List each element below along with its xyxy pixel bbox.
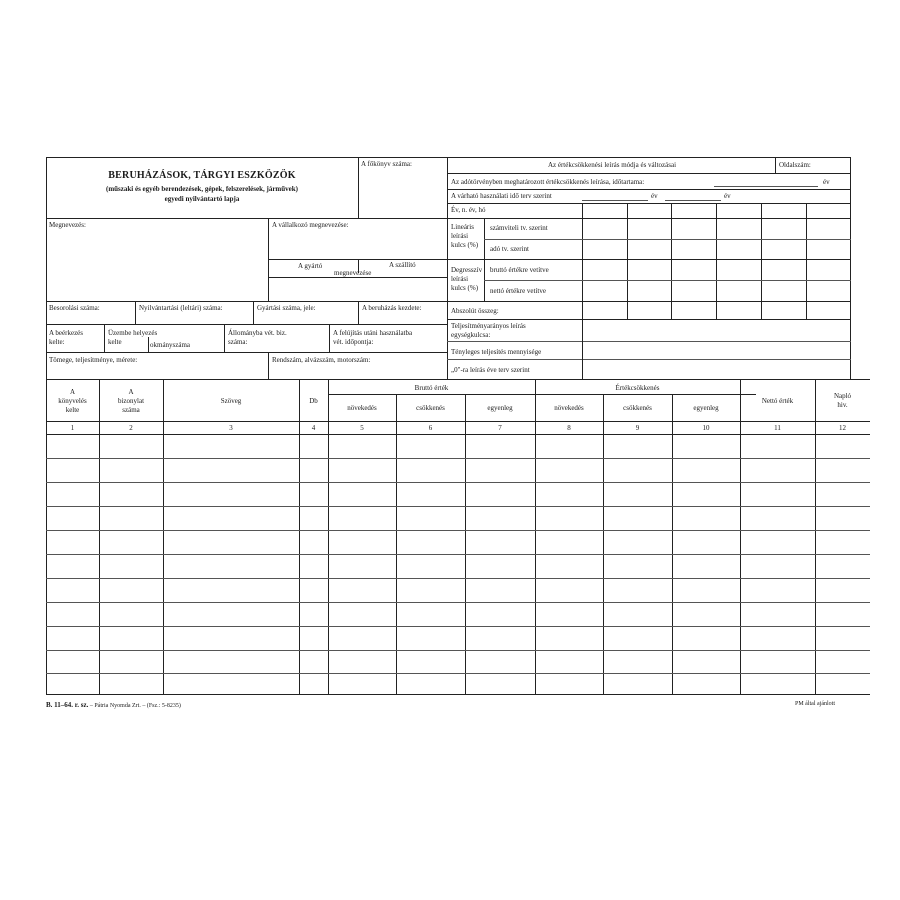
divider [447,341,851,342]
col-number: 2 [129,424,133,432]
col3-header: Szöveg [220,397,242,405]
col-number: 9 [635,424,640,432]
col2-header-a: A [128,388,134,396]
nulla-label: „0"-ra leírás éve terv szerint [451,366,530,374]
brutto-group-header: Bruttó érték [414,384,449,392]
number-row-divider [46,434,870,435]
divider [46,324,447,325]
degressziv-label3: kulcs (%) [451,284,479,292]
table-row [46,482,870,483]
fokonyv-label: A főkönyv száma: [361,160,412,168]
col-number: 5 [360,424,364,432]
oldalszam-label: Oldalszám: [779,161,811,169]
felujitas-label: A felújítás utáni használatba [333,329,413,337]
besorolasi-label: Besorolási száma: [49,304,100,312]
table-row [46,530,870,531]
szama-label: száma: [228,338,248,346]
beerkezes-label: A beérkezés [49,329,84,337]
fill-line [582,200,648,201]
ado-label: adó tv. szerint [490,245,530,253]
megnevezes-label: Megnevezés: [49,221,86,229]
linearis-label3: kulcs (%) [451,241,479,249]
divider [46,218,851,219]
divider [329,324,330,352]
naplo-header2: hiv. [837,401,848,409]
vallalkozo-label: A vállalkozó megnevezése: [272,221,349,229]
csokkenes1-header: csökkenés [416,404,445,412]
brutto-vetitve-label: bruttó értékre vetítve [490,266,549,274]
ev-label: év [823,178,830,186]
megnevezese-label: megnevezése [334,269,372,277]
divider [484,280,851,281]
allomanyba-label: Állományba vét. biz. [228,329,287,337]
beruhazas-kezdete-label: A beruházás kezdete: [362,304,422,312]
uzembe-label: Üzembe helyezés [108,329,158,337]
ev-label: év [651,192,658,200]
vet-idopontja-label: vét. időpontja: [333,338,374,346]
ertekcsokkenes-mod-label: Az értékcsökkenési leírás módja és változásai [547,161,677,169]
printer-note: – Pátria Nyomda Zrt. – (Fsz.: 5-8235) [89,703,181,709]
table-row [46,626,870,627]
divider [447,301,851,302]
form-title: BERUHÁZÁSOK, TÁRGYI ESZKÖZÖK [108,170,296,181]
netto-header: Nettó érték [761,397,794,405]
szamviteli-label: számviteli tv. szerint [490,224,548,232]
divider [775,157,776,174]
col-number: 8 [567,424,571,432]
divider [447,189,851,190]
novekedes2-header: növekedés [554,404,584,412]
varhato-label: A várható használati idő terv szerint [451,192,552,200]
frame-top [46,157,851,158]
gyarto-label: A gyártó [298,262,323,270]
linearis-label2: leírási [451,232,469,240]
grid-col [582,319,583,379]
kelte2-label: kelte [108,338,122,346]
gyartasi-label: Gyártási száma, jele: [257,304,316,312]
abszolut-label: Abszolút összeg: [451,307,499,315]
nyilvantartasi-label: Nyilvántartási (leltári) száma: [139,304,223,312]
col-number: 7 [498,424,502,432]
divider [447,157,448,379]
table-row [46,554,870,555]
asset-register-form [46,157,870,695]
form-subtitle2: egyedi nyilvántartó lapja [164,195,240,203]
table-row [46,602,870,603]
divider [46,352,447,353]
divider [104,324,105,352]
form-subtitle: (műszaki és egyéb berendezések, gépek, felszerelések, járművek) [105,185,298,193]
szallito-label: A szállító [389,261,416,269]
divider [148,337,149,352]
col2-header-b: bizonylat [117,397,145,405]
divider [447,359,851,360]
divider [268,352,269,379]
divider [46,301,447,302]
novekedes1-header: növekedés [347,404,377,412]
divider [253,301,254,324]
table-row [46,458,870,459]
ev-label: év [724,192,731,200]
divider [358,301,359,324]
table-row [46,673,870,674]
table-row [46,578,870,579]
col-number: 1 [70,424,75,432]
teljesitmeny-label: Teljesítményarányos leírás [451,322,526,330]
divider [447,203,851,204]
okmanyszama-label: okmányszáma [150,341,191,349]
kelte-label: kelte: [49,338,65,346]
egyenleg1-header: egyenleg [487,404,513,412]
table-row [46,506,870,507]
col-number: 11 [774,424,781,432]
csokkenes2-header: csökkenés [623,404,652,412]
header-divider [46,421,870,422]
table-bottom [46,694,870,695]
rendszam-label: Rendszám, alvázszám, motorszám: [272,356,371,364]
netto-vetitve-label: nettó értékre vetítve [490,287,546,295]
tomege-label: Tömege, teljesítménye, mérete: [49,356,138,364]
divider [447,173,851,174]
col2-header-c: száma [122,406,140,414]
degressziv-label2: leírási [451,275,469,283]
tenyleges-label: Tényleges teljesítés mennyisége [451,348,542,356]
linearis-label: Lineáris [451,223,474,231]
col4-header: Db [309,397,318,405]
divider [447,319,851,320]
ertekcsokkenes-group-header: Értékcsökkenés [615,384,660,392]
divider [135,301,136,324]
group-divider [328,394,756,395]
col-number: 10 [702,424,710,432]
divider [447,259,851,260]
naplo-header: Napló [833,392,852,400]
degressziv-label: Degresszív [451,266,483,274]
form-code: B. 11–64. r. sz. [46,701,89,709]
col1-header-a: A [69,388,76,396]
footer-approved: PM által ajánlott [795,701,835,707]
table-top [46,379,870,380]
fill-line [665,200,721,201]
egyenleg2-header: egyenleg [693,404,719,412]
col-number: 3 [229,424,233,432]
divider [358,157,359,219]
table-row [46,650,870,651]
footer-left [46,701,181,709]
col-number: 4 [311,424,316,432]
teljesitmeny-label2: egységkulcsa: [451,331,491,339]
divider [268,277,447,278]
col-number: 6 [428,424,433,432]
divider [224,324,225,352]
adotorveny-label: Az adótörvényben meghatározott értékcsökkenés leírása, időtartama: [451,178,645,186]
col1-header-c: kelte [65,406,80,414]
frame-right-upper [850,157,851,379]
ev-ho-label: Év, n. év, hó [451,206,486,214]
col1-header-b: könyvelés [58,397,87,405]
col-number: 12 [839,424,846,432]
fill-line [714,186,818,187]
divider [484,239,851,240]
